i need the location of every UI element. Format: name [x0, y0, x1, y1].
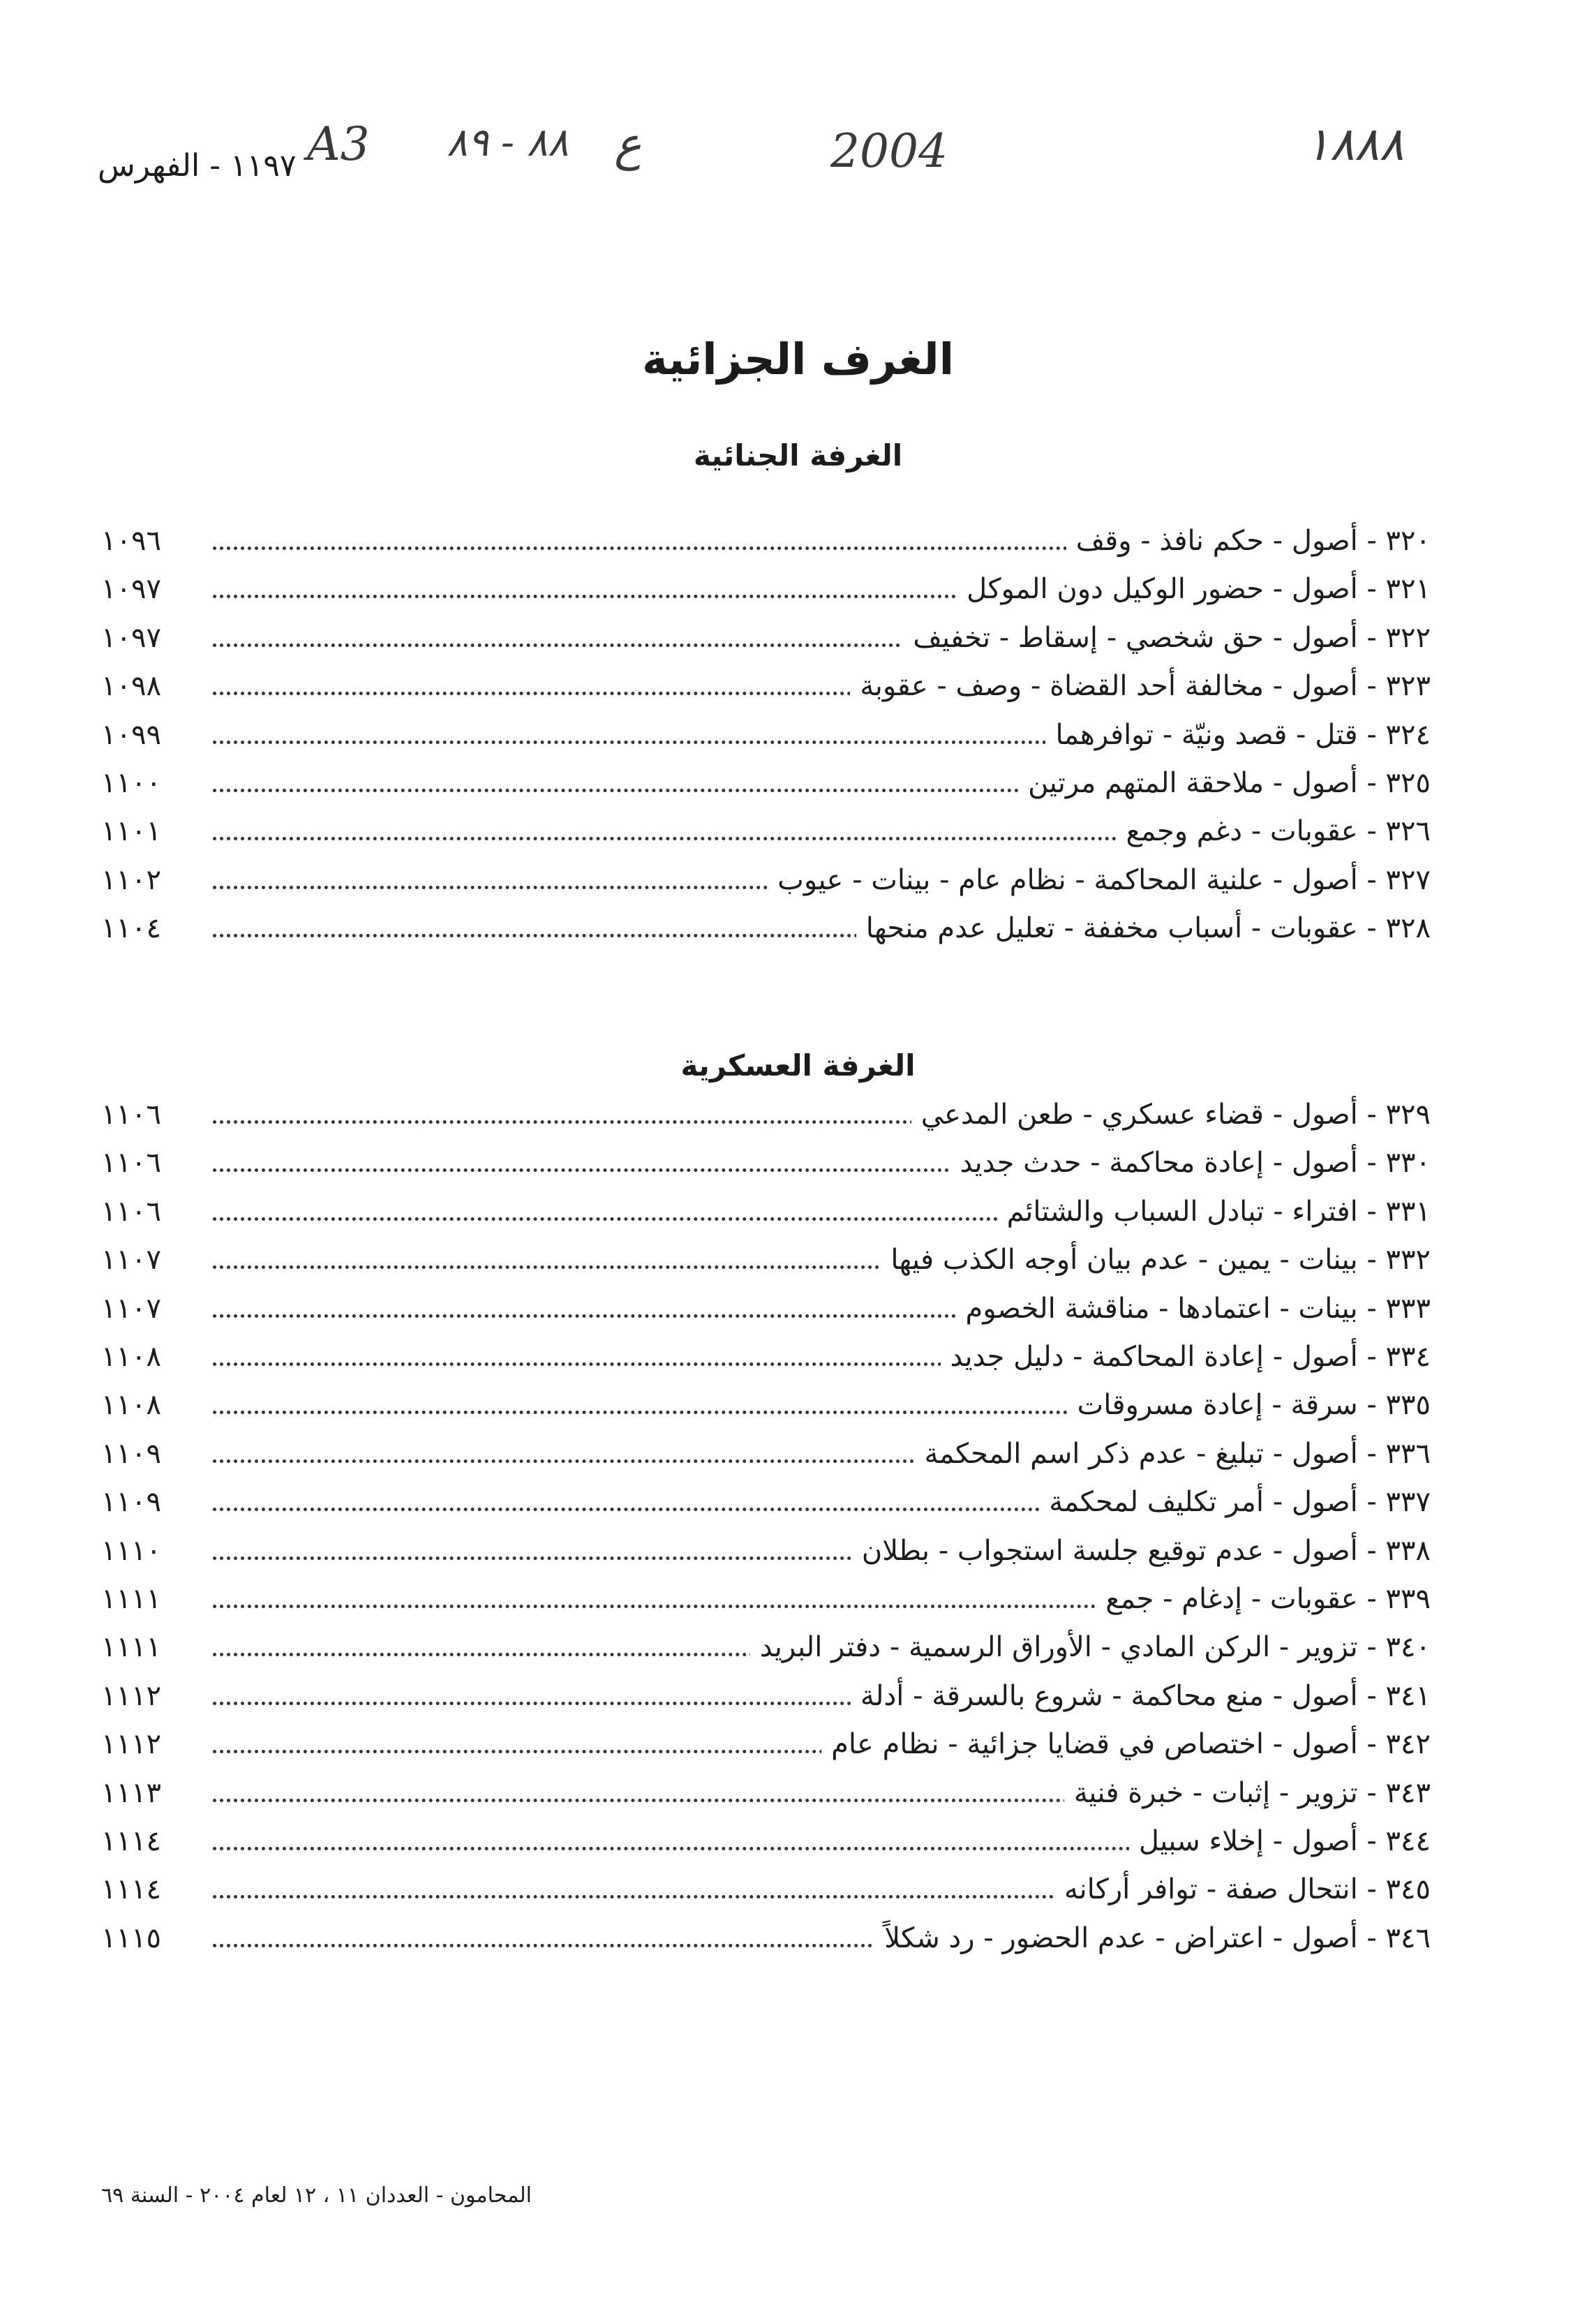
entry-page: ١١١٥ [101, 1922, 161, 1954]
index-entry [101, 519, 1431, 563]
index-entry [101, 1432, 1431, 1476]
entry-page: ١٠٩٧ [101, 621, 161, 654]
entry-page: ١١٠٧ [101, 1244, 161, 1277]
entry-page: ١٠٩٧ [101, 573, 161, 606]
entry-text: ٣٣٧ - أصول - أمر تكليف لمحكمة [1039, 1480, 1431, 1524]
entry-text: ٣٢٧ - أصول - علنية المحاكمة - نظام عام - بينات - عيوب [768, 859, 1431, 902]
entry-page: ١٠٩٩ [101, 718, 161, 751]
index-entry [101, 1287, 1431, 1330]
entry-page: ١١١١ [101, 1583, 161, 1615]
index-entry [101, 1577, 1431, 1621]
index-entry [101, 1868, 1431, 1911]
entry-text: ٣٤٦ - أصول - اعتراض - عدم الحضور - رد شكلاً [874, 1917, 1431, 1960]
entry-text: ٣٢٨ - عقوبات - أسباب مخففة - تعليل عدم منحها [856, 907, 1431, 950]
entry-page: ١١٠٨ [101, 1389, 161, 1422]
entry-page: ١١٠٤ [101, 912, 161, 945]
entry-text: ٣٣٣ - بينات - اعتمادها - مناقشة الخصوم [955, 1287, 1431, 1330]
index-entry [101, 1383, 1431, 1427]
entry-text: ٣٣٦ - أصول - تبليغ - عدم ذكر اسم المحكمة [914, 1432, 1431, 1476]
entry-page: ١١١٣ [101, 1776, 161, 1809]
entry-page: ١١١٢ [101, 1728, 161, 1761]
handwritten-note-range: ٨٨ - ٨٩ [447, 120, 569, 165]
entry-page: ١١١٢ [101, 1679, 161, 1712]
entry-text: ٣٣١ - افتراء - تبادل السباب والشتائم [997, 1190, 1431, 1233]
entry-text: ٣٢٩ - أصول - قضاء عسكري - طعن المدعي [911, 1093, 1431, 1136]
entry-page: ١١١١ [101, 1631, 161, 1664]
entry-page: ١١٠٦ [101, 1195, 161, 1228]
entry-text: ٣٣٤ - أصول - إعادة المحاكمة - دليل جديد [941, 1335, 1431, 1379]
index-entry [101, 1674, 1431, 1718]
entry-text: ٣٤٢ - أصول - اختصاص في قضايا جزائية - نظام عام [821, 1723, 1431, 1766]
entry-text: ٣٢١ - أصول - حضور الوكيل دون الموكل [957, 567, 1431, 611]
entry-page: ١١١٤ [101, 1873, 161, 1906]
entry-text: ٣٢٣ - أصول - مخالفة أحد القضاة - وصف - عقوبة [850, 664, 1431, 708]
entry-text: ٣٤٤ - أصول - إخلاء سبيل [1129, 1820, 1431, 1863]
index-entry [101, 1141, 1431, 1184]
section-title-military: الغرفة العسكرية [680, 1048, 916, 1083]
index-entry [101, 1093, 1431, 1136]
index-entry [101, 616, 1431, 660]
index-entry [101, 1480, 1431, 1524]
handwritten-note-a3: A3 [307, 117, 370, 171]
entry-text: ٣٣٥ - سرقة - إعادة مسروقات [1068, 1383, 1431, 1427]
index-entry [101, 1723, 1431, 1766]
entry-page: ١١٠٩ [101, 1486, 161, 1519]
handwritten-note-number: ١٨٨٨ [1305, 117, 1404, 171]
index-entry [101, 761, 1431, 805]
entry-page: ١١٠١ [101, 815, 161, 848]
entry-page: ١١٠٧ [101, 1292, 161, 1325]
index-entry [101, 1190, 1431, 1233]
running-header: ١١٩٧ - الفهرس [98, 148, 297, 184]
handwritten-note-year: 2004 [830, 124, 948, 178]
index-entry [101, 1917, 1431, 1960]
entry-page: ١١٠٢ [101, 863, 161, 896]
entry-page: ١١١٠ [101, 1534, 161, 1567]
entry-text: ٣٢٥ - أصول - ملاحقة المتهم مرتين [1018, 761, 1431, 805]
entry-text: ٣٤٠ - تزوير - الركن المادي - الأوراق الرسمية - دفتر البريد [750, 1626, 1431, 1669]
section-title-criminal: الغرفة الجنائية [693, 438, 903, 473]
main-title: الغرف الجزائية [642, 334, 954, 385]
page-footer: المحامون - العددان ١١ ، ١٢ لعام ٢٠٠٤ - السنة ٦٩ [101, 2183, 532, 2208]
entry-page: ١٠٩٦ [101, 525, 161, 557]
index-entry [101, 1771, 1431, 1815]
index-entry [101, 810, 1431, 853]
entry-page: ١١٠٠ [101, 767, 161, 799]
entry-page: ١١١٤ [101, 1825, 161, 1857]
entry-page: ١١٠٦ [101, 1099, 161, 1131]
index-entry [101, 1529, 1431, 1573]
index-entry [101, 907, 1431, 950]
index-entry [101, 1820, 1431, 1863]
entry-text: ٣٤٥ - انتحال صفة - توافر أركانه [1054, 1868, 1431, 1911]
entry-text: ٣٤٣ - تزوير - إثبات - خبرة فنية [1064, 1771, 1431, 1815]
index-entry [101, 1238, 1431, 1281]
entry-text: ٣٢٦ - عقوبات - دغم وجمع [1117, 810, 1431, 853]
entry-text: ٣٣٨ - أصول - عدم توقيع جلسة استجواب - بطلان [852, 1529, 1431, 1573]
entry-text: ٣٣٢ - بينات - يمين - عدم بيان أوجه الكذب فيها [881, 1238, 1431, 1281]
handwritten-note-letter: ع [614, 117, 642, 171]
entry-text: ٣٣٩ - عقوبات - إدغام - جمع [1096, 1577, 1431, 1621]
index-entry [101, 567, 1431, 611]
entry-text: ٣٣٠ - أصول - إعادة محاكمة - حدث جديد [950, 1141, 1431, 1184]
entry-page: ١٠٩٨ [101, 670, 161, 703]
index-entry [101, 859, 1431, 902]
entry-text: ٣٤١ - أصول - منع محاكمة - شروع بالسرقة - أدلة [851, 1674, 1431, 1718]
entry-page: ١١٠٨ [101, 1341, 161, 1373]
index-entry [101, 664, 1431, 708]
index-entry [101, 1626, 1431, 1669]
index-entry [101, 1335, 1431, 1379]
index-entry [101, 713, 1431, 757]
entry-text: ٣٢٤ - قتل - قصد ونيّة - توافرهما [1045, 713, 1431, 757]
entry-text: ٣٢٢ - أصول - حق شخصي - إسقاط - تخفيف [903, 616, 1431, 660]
entry-text: ٣٢٠ - أصول - حكم نافذ - وقف [1066, 519, 1431, 563]
entry-page: ١١٠٦ [101, 1147, 161, 1180]
entry-page: ١١٠٩ [101, 1437, 161, 1470]
